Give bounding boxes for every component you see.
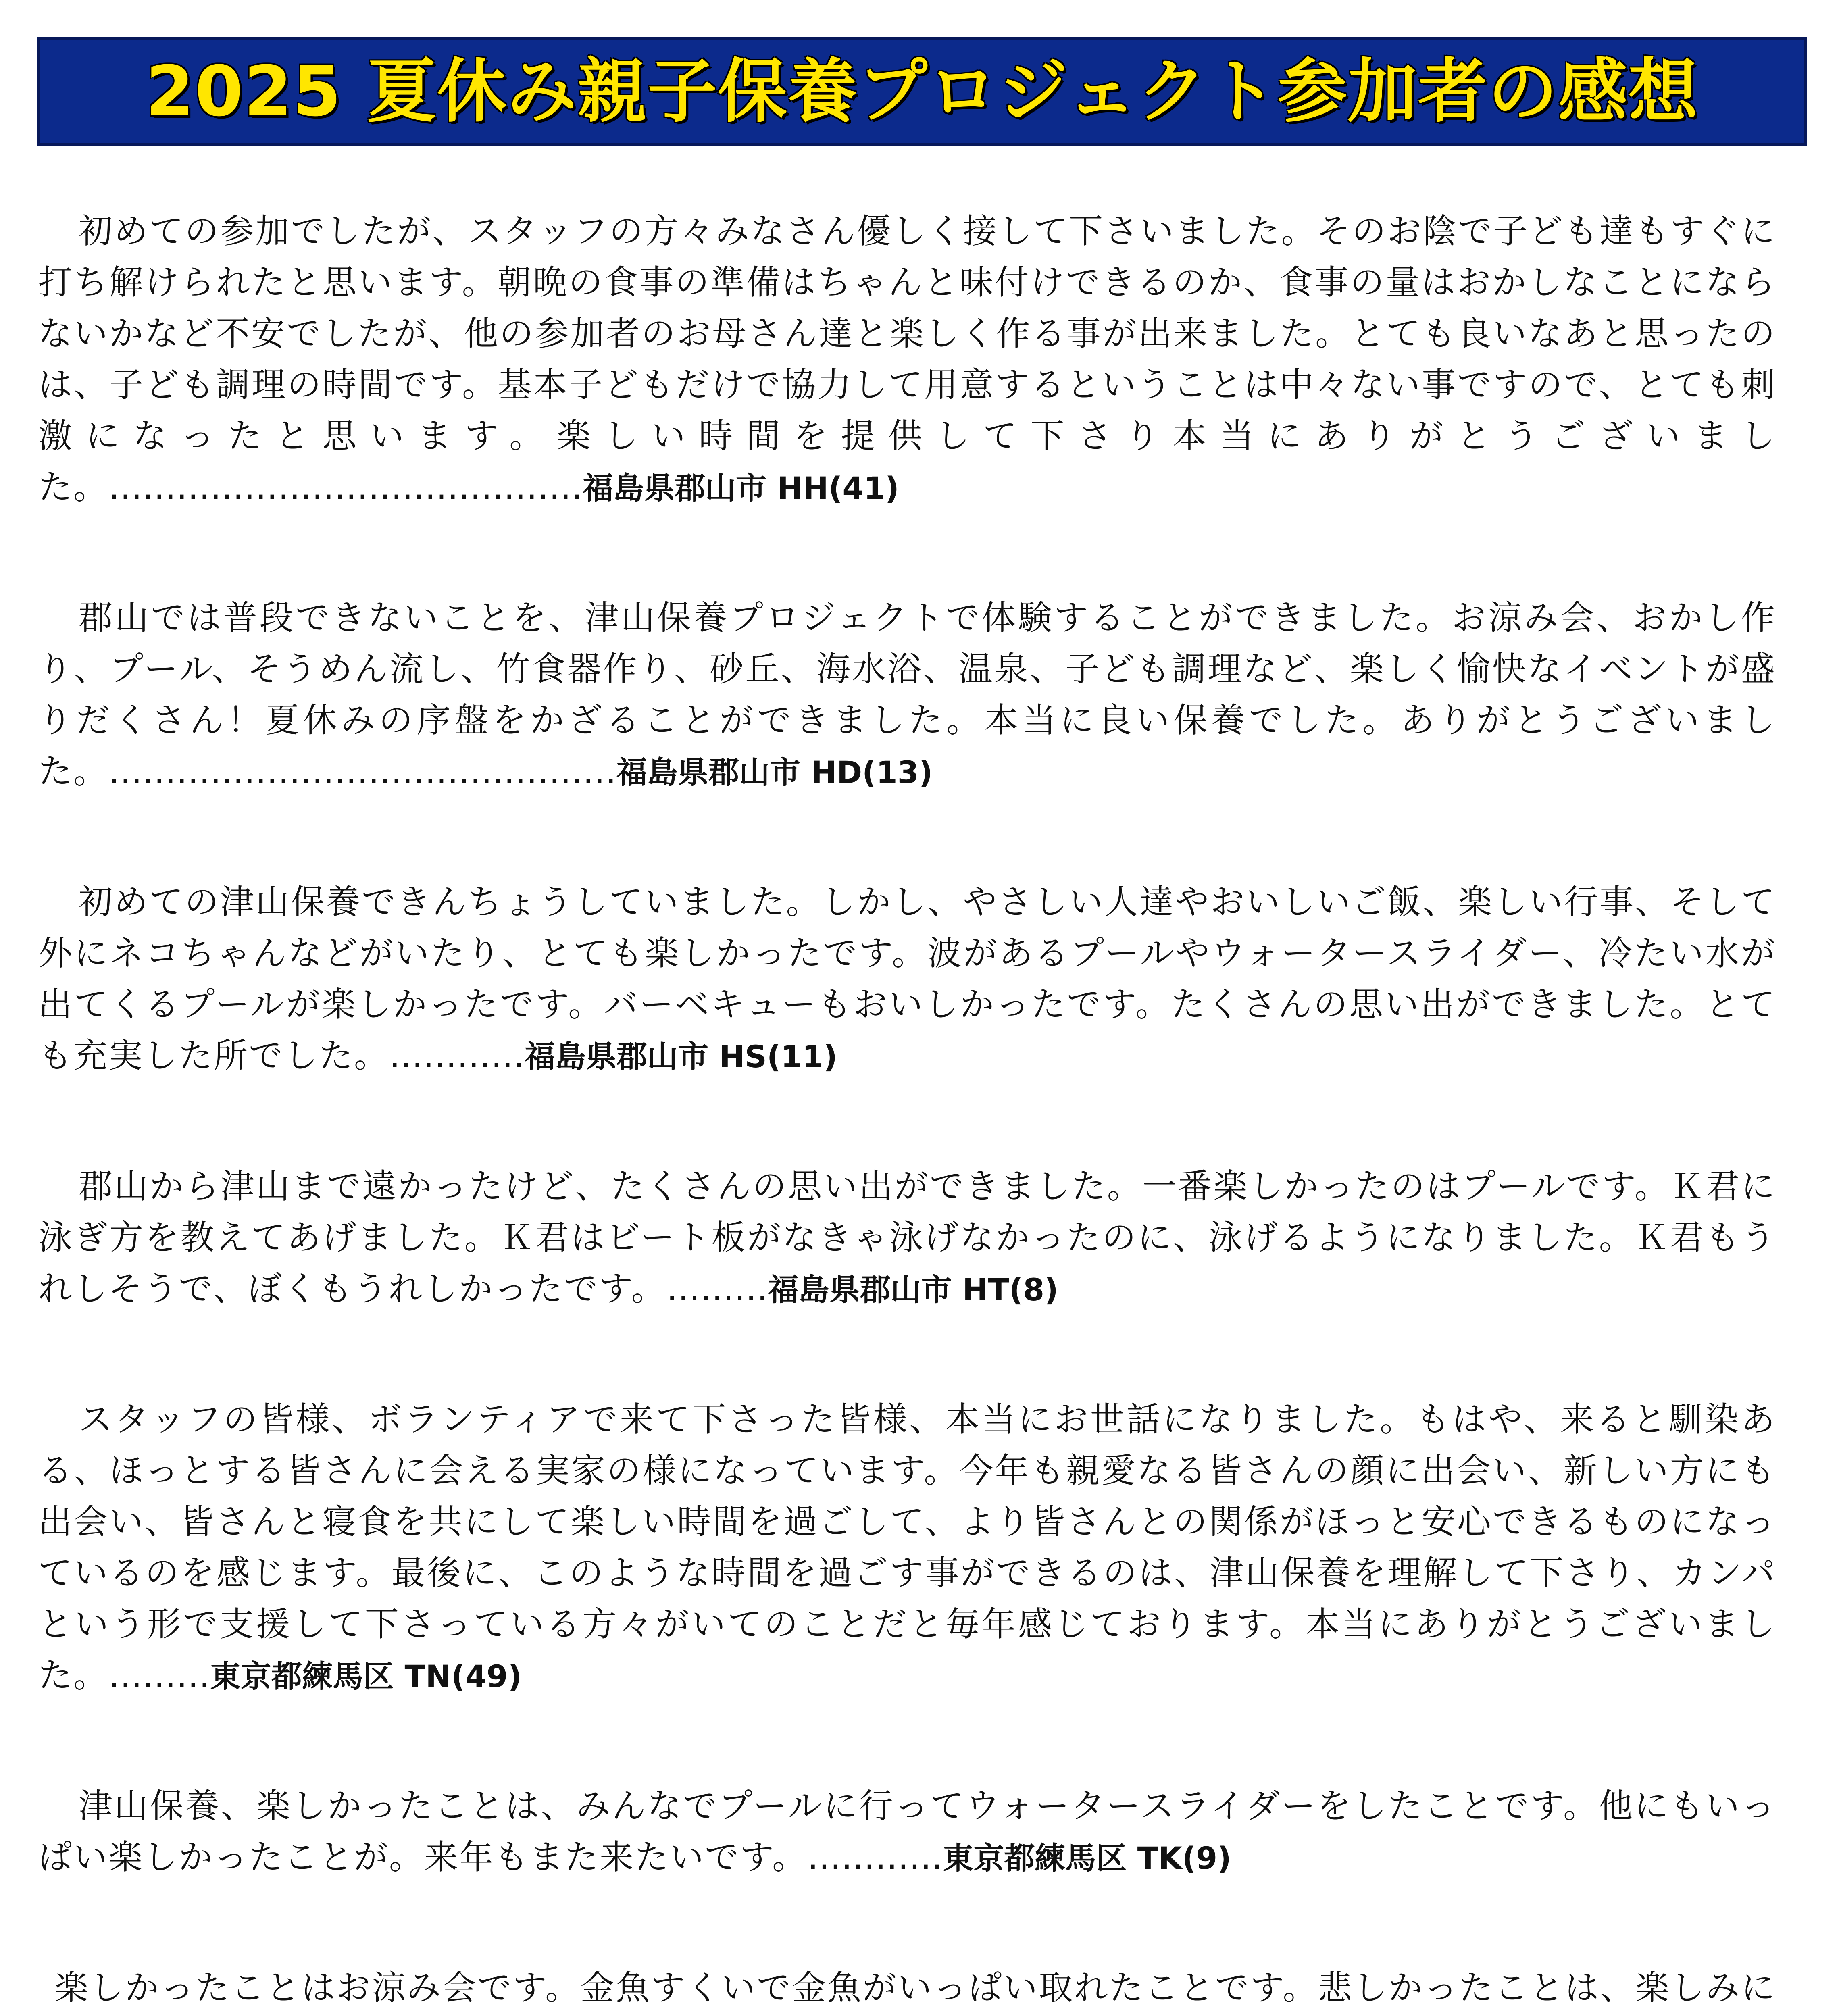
comment-entry [38,1161,1776,1315]
leader-dots: ……………………………………… [108,752,617,791]
comment-entry [38,1781,1776,1884]
comment-text: 初めての津山保養できんちょうしていました。しかし、やさしい人達やおいしいご飯、楽しい行事、そして外にネコちゃんなどがいたり、とても楽しかったです。波があるプールやウォータースライダー、冷たい水が出てくるプールが楽しかったです。バーベキューもおいしかったです。たくさんの思い出ができました。とても充実した所でした。 [38,882,1776,1075]
comment-text: 郡山では普段できないことを、津山保養プロジェクトで体験することができました。お涼み会、おかし作り、プール、そうめん流し、竹食器作り、砂丘、海水浴、温泉、子ども調理など、楽しく愉快なイベントが盛りだくさん！夏休みの序盤をかざることができました。本当に良い保養でした。ありがとうございました。 [38,598,1776,791]
leader-dots: ………… [807,1837,943,1877]
page-title: 2025 夏休み親子保養プロジェクト参加者の感想 [146,51,1699,132]
comment-author: 福島県郡山市 HD(13) [616,754,933,790]
comment-entry [38,877,1776,1082]
comment-text: 初めての参加でしたが、スタッフの方々みなさん優しく接して下さいました。そのお陰で子ども達もすぐに打ち解けられたと思います。朝晩の食事の準備はちゃんと味付けできるのか、食事の量はおかしなことにならないかなど不安でしたが、他の参加者のお母さん達と楽しく作る事が出来ました。とても良いなあと思ったのは、子ども調理の時間です。基本子どもだけで協力して用意するということは中々ない事ですので、とても刺激になったと思います。楽しい時間を提供して下さり本当にありがとうございました。 [38,211,1776,507]
comment-text: 郡山から津山まで遠かったけど、たくさんの思い出ができました。一番楽しかったのはプールです。Ｋ君に泳ぎ方を教えてあげました。Ｋ君はビート板がなきゃ泳げなかったのに、泳げるようになりました。Ｋ君もうれしそうで、ぼくもうれしかったです。 [38,1166,1776,1308]
comment-entry [38,592,1776,798]
leader-dots: ……… [108,1656,210,1695]
comment-entry [38,1962,1776,2016]
comment-text: 楽しかったことはお涼み会です。金魚すくいで金魚がいっぱい取れたことです。悲しかったことは、楽しみに [54,1968,1776,2008]
comment-author: 東京都練馬区 TK(9) [943,1840,1231,1876]
comment-list [38,206,1776,2016]
title-banner [37,37,1807,146]
comment-author: 福島県郡山市 HT(8) [768,1272,1058,1308]
leader-dots: …………………………………… [108,467,583,507]
leader-dots: ………… [389,1036,525,1075]
leader-dots: ……… [666,1269,768,1308]
comment-text: スタッフの皆様、ボランティアで来て下さった皆様、本当にお世話になりました。もはや、来ると馴染ある、ほっとする皆さんに会える実家の様になっています。今年も親愛なる皆さんの顔に出会い、新しい方にも出会い、皆さんと寝食を共にして楽しい時間を過ごして、より皆さんとの関係がほっと安心できるものになっているのを感じます。最後に、このような時間を過ごす事ができるのは、津山保養を理解して下さり、カンパという形で支援して下さっている方々がいてのことだと毎年感じております。本当にありがとうございました。 [38,1400,1777,1695]
comment-author: 東京都練馬区 TN(49) [210,1658,522,1694]
comment-author: 福島県郡山市 HS(11) [525,1039,838,1075]
comment-entry [38,1394,1776,1702]
comment-text: 津山保養、楽しかったことは、みんなでプールに行ってウォータースライダーをしたことです。他にもいっぱい楽しかったことが。来年もまた来たいです。 [38,1786,1776,1877]
comment-author: 福島県郡山市 HH(41) [583,470,899,506]
comment-entry [38,206,1776,514]
